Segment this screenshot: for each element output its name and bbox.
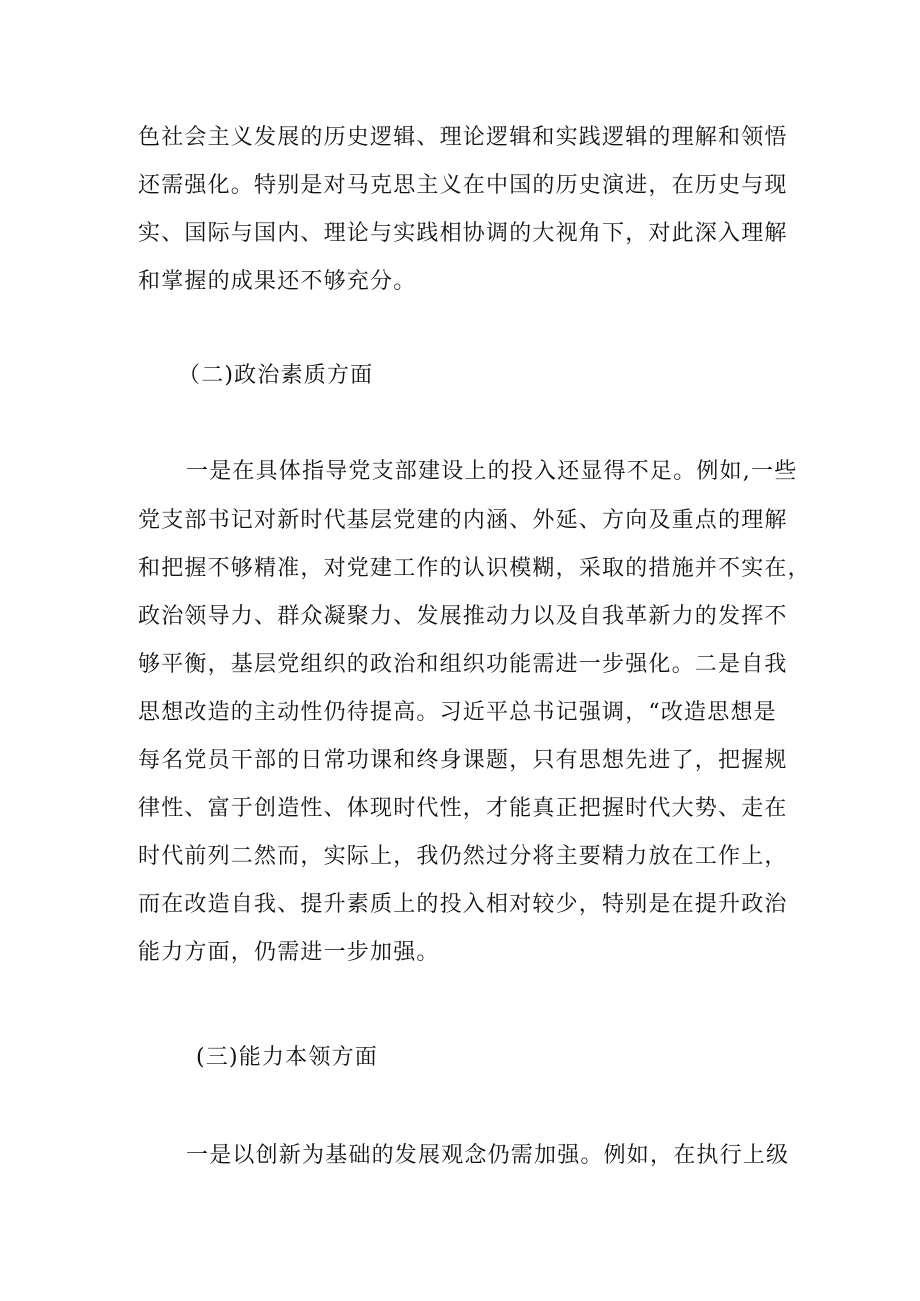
paragraph-line: 党支部书记对新时代基层党建的内涵、外延、方向及重点的理解 xyxy=(138,508,788,533)
paragraph-line: 和把握不够精准，对党建工作的认识模糊，采取的措施并不实在， xyxy=(138,556,811,581)
paragraph-line: 政治领导力、群众凝聚力、发展推动力以及自我革新力的发挥不 xyxy=(138,604,788,629)
paragraph-line: 一是在具体指导党支部建设上的投入还显得不足。例如,一些 xyxy=(186,459,798,484)
paragraph-line: 思想改造的主动性仍待提高。习近平总书记强调，“改造思想是 xyxy=(138,700,777,725)
paragraph-line: 够平衡，基层党组织的政治和组织功能需进一步强化。二是自我 xyxy=(138,652,788,677)
section-heading-political-quality: （二)政治素质方面 xyxy=(178,363,374,388)
paragraph-line: 实、国际与国内、理论与实践相协调的大视角下，对此深入理解 xyxy=(138,221,788,246)
section-heading-ability: (三)能力本领方面 xyxy=(196,1045,378,1070)
paragraph-line: 而在改造自我、提升素质上的投入相对较少，特别是在提升政治 xyxy=(138,892,788,917)
paragraph-line: 色社会主义发展的历史逻辑、理论逻辑和实践逻辑的理解和领悟 xyxy=(138,125,788,150)
paragraph-line: 能力方面，仍需进一步加强。 xyxy=(138,940,440,965)
paragraph-line: 律性、富于创造性、体现时代性，才能真正把握时代大势、走在 xyxy=(138,796,788,821)
paragraph-line: 还需强化。特别是对马克思主义在中国的历史演进，在历史与现 xyxy=(138,173,788,198)
paragraph-line: 每名党员干部的日常功课和终身课题，只有思想先进了，把握规 xyxy=(138,748,788,773)
paragraph-line: 时代前列二然而，实际上，我仍然过分将主要精力放在工作上， xyxy=(138,844,788,869)
paragraph-line: 一是以创新为基础的发展观念仍需加强。例如，在执行上级 xyxy=(186,1143,790,1168)
paragraph-line: 和掌握的成果还不够充分。 xyxy=(138,269,417,294)
